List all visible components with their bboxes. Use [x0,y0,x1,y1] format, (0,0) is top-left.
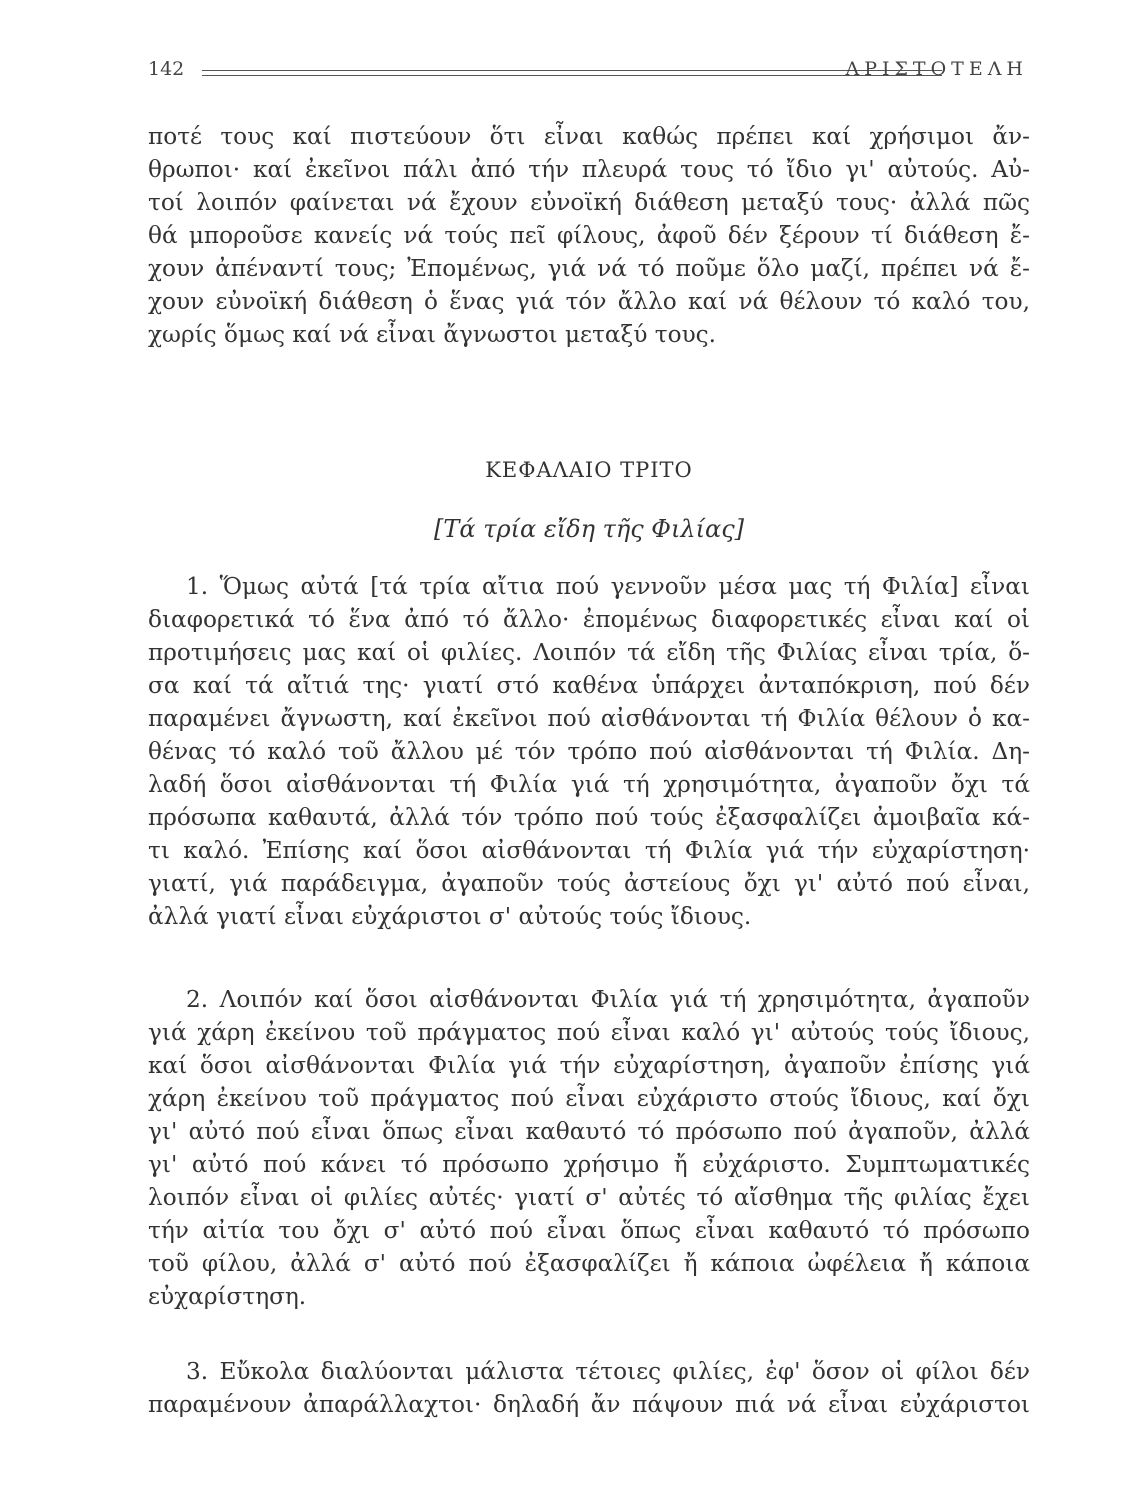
text-line: θρωποι· καί ἐκεῖνοι πάλι ἀπό τήν πλευρά τους τό ἴδιο γι' αὐτούς. Αὐ- [148,156,1030,183]
text-line: σα καί τά αἴτιά της· γιατί στό καθένα ὑπάρχει ἀνταπόκριση, πού δέν [148,672,1030,699]
text-line: ποτέ τους καί πιστεύουν ὅτι εἶναι καθώς πρέπει καί χρήσιμοι ἄν- [148,123,1030,150]
text-line: παραμένει ἄγνωστη, καί ἐκεῖνοι πού αἰσθάνονται τή Φιλία θέλουν ὁ κα- [148,705,1030,732]
text-line: προτιμήσεις μας καί οἱ φιλίες. Λοιπόν τά εἴδη τῆς Φιλίας εἶναι τρία, ὅ- [148,639,1030,666]
running-head [148,58,1028,88]
text-line: χωρίς ὅμως καί νά εἶναι ἄγνωστοι μεταξύ τους. [148,321,717,348]
text-line: λοιπόν εἶναι οἱ φιλίες αὐτές· γιατί σ' αὐτές τό αἴσθημα τῆς φιλίας ἔχει [148,1184,1030,1211]
text-line: γι' αὐτό πού εἶναι ὅπως εἶναι καθαυτό τό πρόσωπο πού ἀγαποῦν, ἀλλά [148,1118,1030,1145]
paragraph-1 [148,570,1030,933]
page-number: 142 [148,58,185,80]
chapter-subtitle: [Τά τρία εἴδη τῆς Φιλίας] [433,515,745,543]
opening-paragraph [148,120,1030,351]
text-line: θά μποροῦσε κανείς νά τούς πεῖ φίλους, ἀφοῦ δέν ξέρουν τί διάθεση ἔ- [148,222,1030,249]
text-line: τήν αἰτία του ὄχι σ' αὐτό πού εἶναι ὅπως εἶναι καθαυτό τό πρόσωπο [148,1217,1030,1244]
text-line: τοί λοιπόν φαίνεται νά ἔχουν εὐνοϊκή διάθεση μεταξύ τους· ἀλλά πῶς [148,189,1030,216]
text-line: χουν εὐνοϊκή διάθεση ὁ ἕνας γιά τόν ἄλλο καί νά θέλουν τό καλό του, [148,288,1030,315]
text-line: εὐχαρίστηση. [148,1283,307,1310]
paragraph-2 [148,983,1030,1313]
chapter-heading: ΚΕΦΑΛΑΙΟ ΤΡΙΤΟ [485,458,693,482]
text-line: καί ὅσοι αἰσθάνονται Φιλία γιά τήν εὐχαρίστηση, ἀγαποῦν ἐπίσης γιά [148,1052,1030,1079]
text-line: 2. Λοιπόν καί ὅσοι αἰσθάνονται Φιλία γιά τή χρησιμότητα, ἀγαποῦν [186,986,1030,1013]
text-line: 3. Εὔκολα διαλύονται μάλιστα τέτοιες φιλίες, ἐφ' ὅσον οἱ φίλοι δέν [186,1358,1030,1385]
text-line: τοῦ φίλου, ἀλλά σ' αὐτό πού ἐξασφαλίζει ἤ κάποια ὠφέλεια ἤ κάποια [148,1250,1030,1277]
paragraph-3 [148,1355,1030,1421]
running-title: ΑΡΙΣΤΟΤΕΛΗ [845,58,1028,80]
text-line: χουν ἀπέναντί τους; Ἐπομένως, γιά νά τό ποῦμε ὅλο μαζί, πρέπει νά ἔ- [148,255,1030,282]
text-line: τι καλό. Ἐπίσης καί ὅσοι αἰσθάνονται τή Φιλία γιά τήν εὐχαρίστηση· [148,837,1030,864]
text-line: χάρη ἐκείνου τοῦ πράγματος πού εἶναι εὐχάριστο στούς ἴδιους, καί ὄχι [148,1085,1030,1112]
text-line: πρόσωπα καθαυτά, ἀλλά τόν τρόπο πού τούς ἐξασφαλίζει ἀμοιβαῖα κά- [148,804,1030,831]
text-line: 1. Ὅμως αὐτά [τά τρία αἴτια πού γεννοῦν μέσα μας τή Φιλία] εἶναι [186,573,1030,600]
text-line: παραμένουν ἀπαράλλαχτοι· δηλαδή ἄν πάψουν πιά νά εἶναι εὐχάριστοι [148,1391,1030,1418]
text-line: γιατί, γιά παράδειγμα, ἀγαποῦν τούς ἀστείους ὄχι γι' αὐτό πού εἶναι, [148,870,1030,897]
text-line: γιά χάρη ἐκείνου τοῦ πράγματος πού εἶναι καλό γι' αὐτούς τούς ἴδιους, [148,1019,1030,1046]
header-double-rule [202,70,942,76]
text-line: θένας τό καλό τοῦ ἄλλου μέ τόν τρόπο πού αἰσθάνονται τή Φιλία. Δη- [148,738,1030,765]
text-line: ἀλλά γιατί εἶναι εὐχάριστοι σ' αὐτούς τούς ἴδιους. [148,903,752,930]
text-line: γι' αὐτό πού κάνει τό πρόσωπο χρήσιμο ἤ εὐχάριστο. Συμπτωματικές [148,1151,1030,1178]
text-line: λαδή ὅσοι αἰσθάνονται τή Φιλία γιά τή χρησιμότητα, ἀγαποῦν ὄχι τά [148,771,1030,798]
text-line: διαφορετικά τό ἕνα ἀπό τό ἄλλο· ἐπομένως διαφορετικές εἶναι καί οἱ [148,606,1030,633]
